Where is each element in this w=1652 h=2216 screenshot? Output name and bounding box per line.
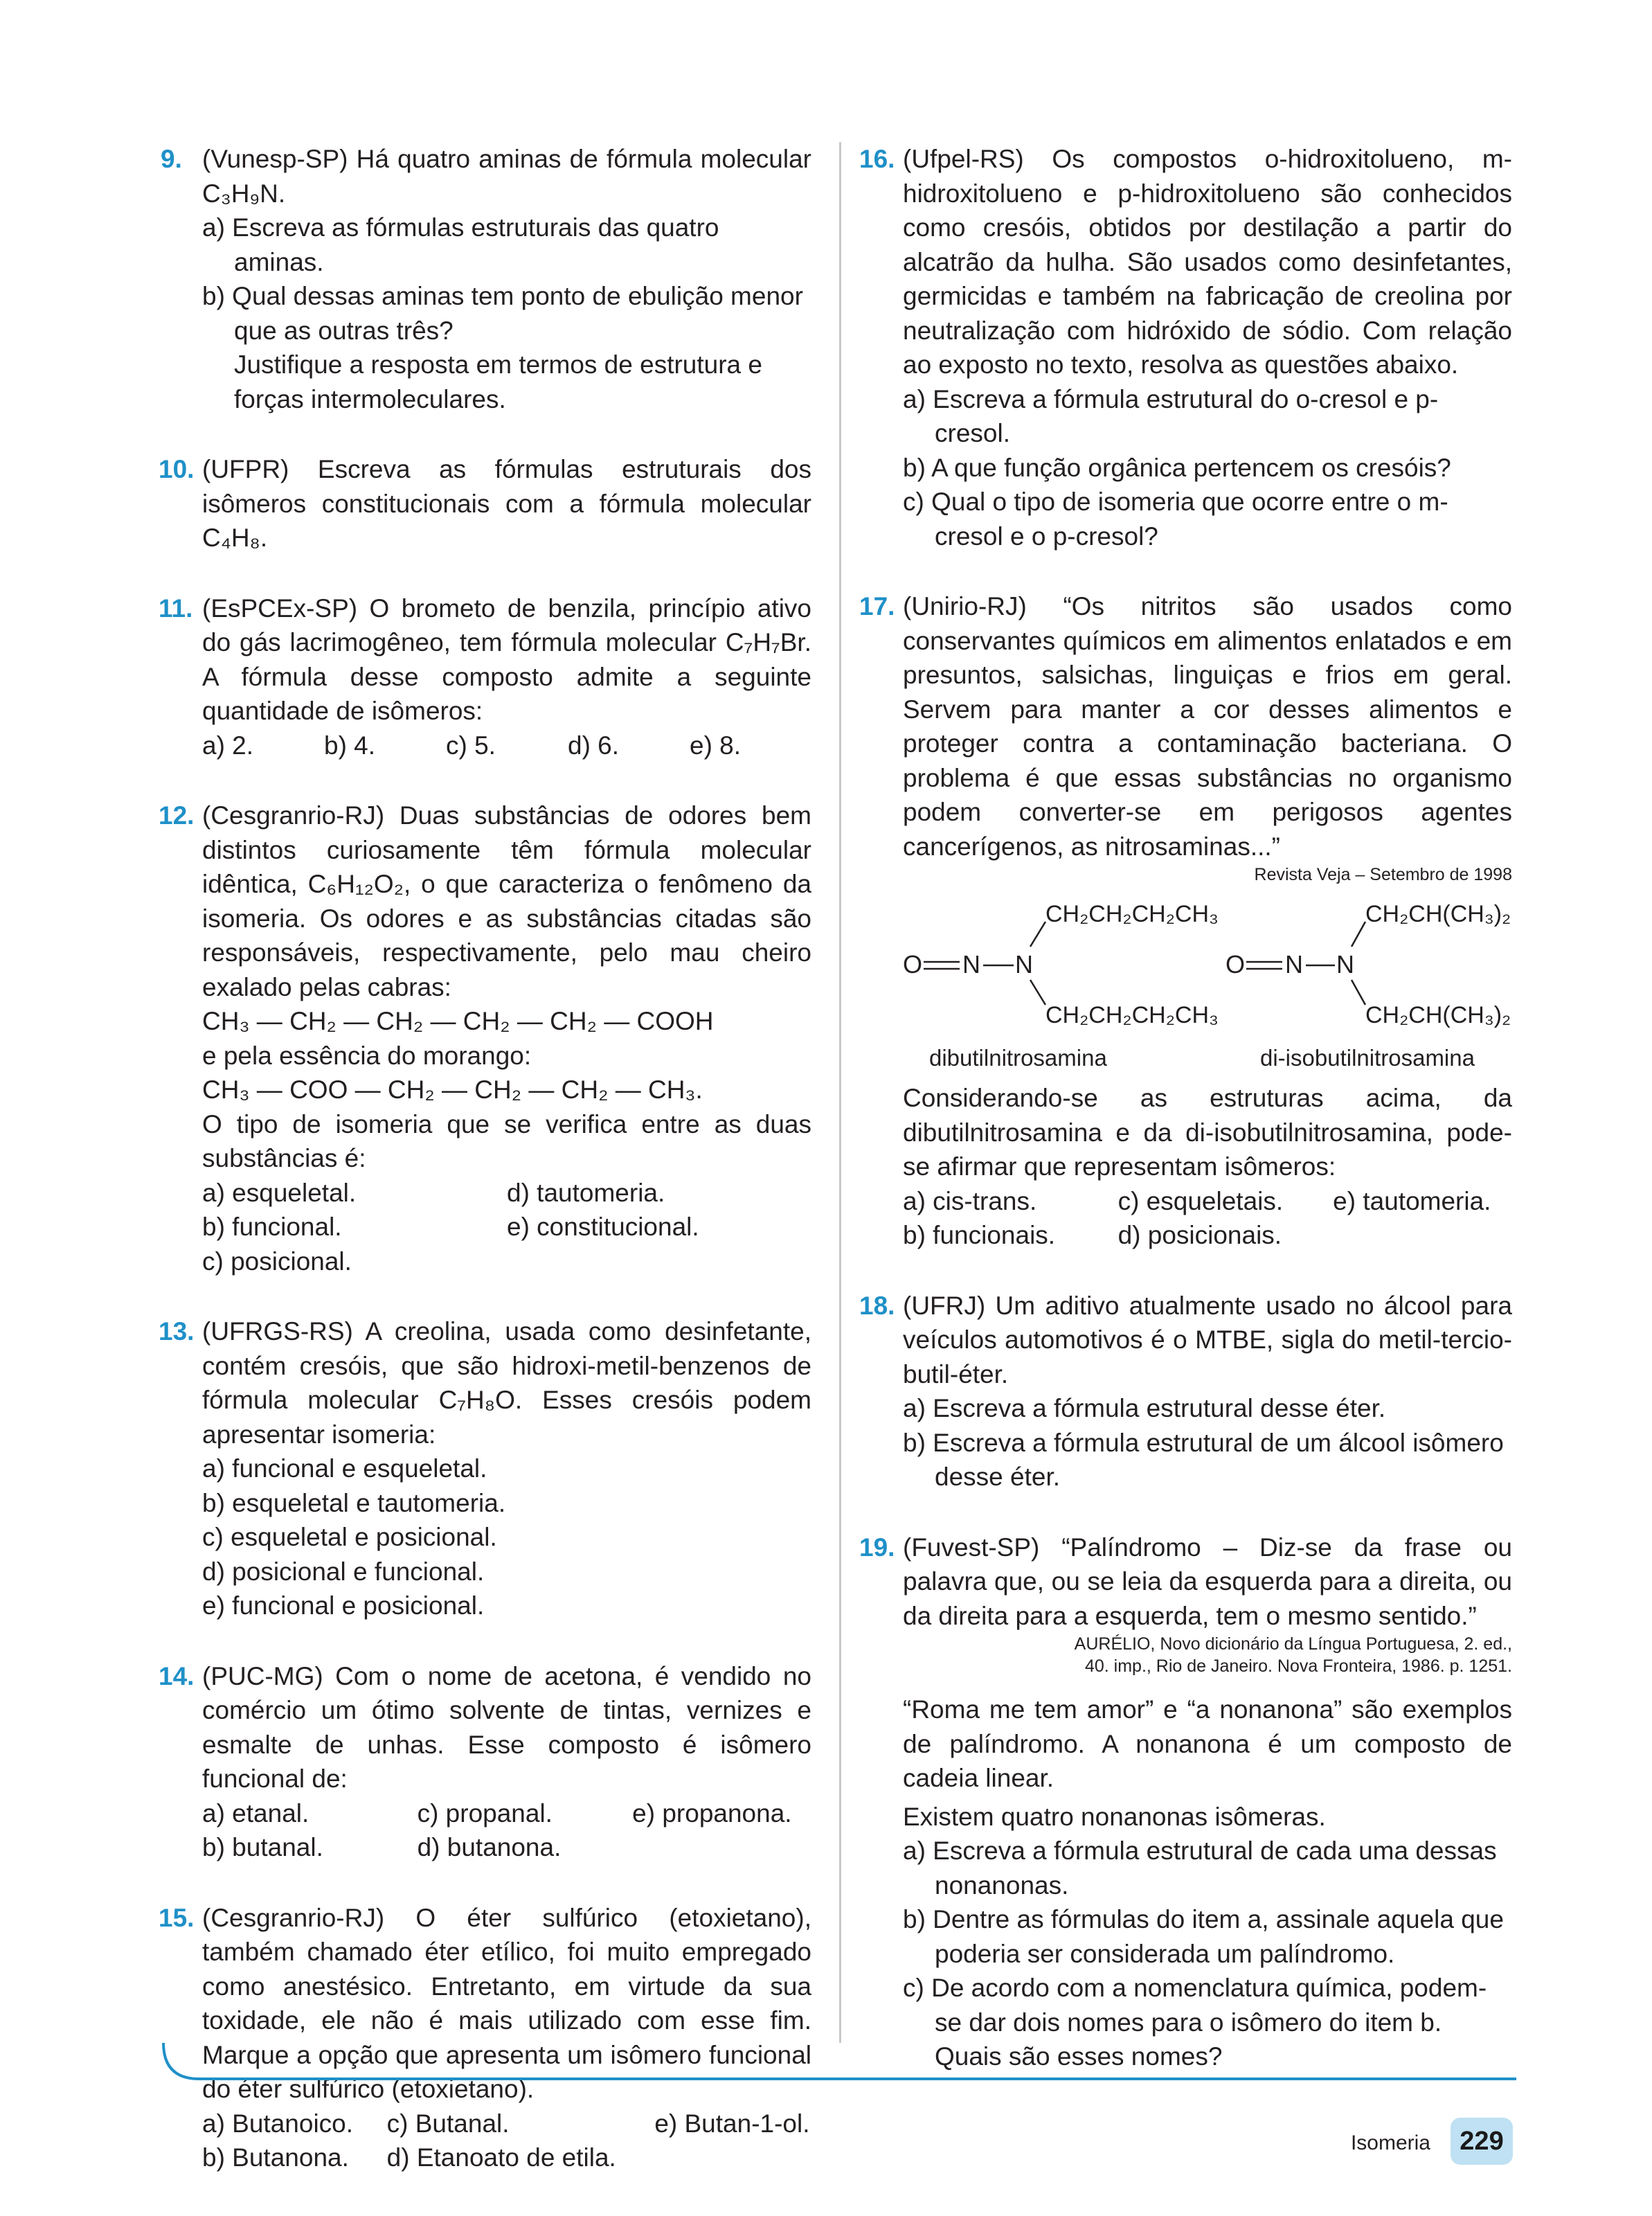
molecule-label: dibutilnitrosamina bbox=[929, 1045, 1107, 1071]
source-citation-line-1: AURÉLIO, Novo dicionário da Língua Portuguesa, 2. ed., bbox=[1074, 1634, 1512, 1654]
question-stem: (UFPR) Escreva as fórmulas estruturais dos isômeros constitucionais com a fórmula molecular C₄H₈. bbox=[202, 455, 811, 552]
question-number: 16. bbox=[859, 145, 895, 173]
option-c[interactable]: c) esqueletal e posicional. bbox=[202, 1523, 497, 1551]
substituent-top: CH₂CH(CH₃)₂ bbox=[1365, 901, 1511, 927]
question-text: Considerando-se as estruturas acima, da dibutilnitrosamina e da di-isobutilnitrosamina, pode-se afirmar que representam isômeros: bbox=[903, 1084, 1512, 1181]
question-number: 12. bbox=[159, 801, 195, 830]
question-10 bbox=[161, 452, 811, 555]
bottom-rule bbox=[161, 2043, 1518, 2084]
option-d[interactable]: d) posicional e funcional. bbox=[202, 1557, 485, 1586]
option-b[interactable]: b) esqueletal e tautomeria. bbox=[202, 1488, 506, 1517]
question-17 bbox=[861, 589, 1512, 1253]
option-empty bbox=[654, 2141, 811, 2175]
substituent-bottom: CH₂CH₂CH₂CH₃ bbox=[1045, 1002, 1219, 1028]
nitrogen-atom: N bbox=[962, 950, 980, 979]
formula-1: CH₃ — CH₂ — CH₂ — CH₂ — CH₂ — COOH bbox=[202, 1007, 714, 1035]
question-stem: (Ufpel-RS) Os compostos o-hidroxitolueno, m-hidroxitolueno e p-hidroxitolueno são conhecidos como cresóis, obtidos por destilação a partir do alcatrão da hulha. São usados como desinfetantes, germicidas e também na fabricação de creolina por neutralização com hidróxido de sódio. Com relação ao exposto no texto, resolva as questões abaixo. bbox=[903, 145, 1512, 379]
question-text: “Roma me tem amor” e “a nonanona” são exemplos de palíndromo. A nonanona é um composto de cadeia linear. bbox=[903, 1695, 1512, 1792]
oxygen-atom: O bbox=[903, 950, 923, 979]
question-text: O tipo de isomeria que se verifica entre as duas substâncias é: bbox=[202, 1109, 811, 1172]
option-a[interactable]: a) Butanoico. bbox=[202, 2109, 354, 2138]
question-9 bbox=[161, 142, 811, 416]
option-empty bbox=[632, 1830, 811, 1865]
right-column bbox=[861, 142, 1512, 2110]
di-isobutilnitrosamina-structure bbox=[1225, 901, 1511, 1071]
option-c[interactable]: c) Butanal. bbox=[386, 2109, 510, 2138]
oxygen-atom: O bbox=[1225, 950, 1246, 979]
substituent-top: CH₂CH₂CH₂CH₃ bbox=[1045, 901, 1219, 927]
option-e[interactable]: e) propanona. bbox=[632, 1798, 792, 1828]
question-number: 9. bbox=[161, 145, 182, 173]
option-b[interactable]: b) funcionais. bbox=[903, 1221, 1056, 1249]
option-b[interactable]: b) Butanona. bbox=[202, 2143, 349, 2172]
option-a[interactable]: a) funcional e esqueletal. bbox=[202, 1454, 487, 1483]
question-number: 17. bbox=[859, 592, 895, 620]
column-divider bbox=[839, 142, 841, 2043]
item-b: b) A que função orgânica pertencem os cresóis? bbox=[903, 453, 1451, 482]
item-a: a) Escreva a fórmula estrutural desse éter. bbox=[903, 1394, 1386, 1422]
molecule-label: di-isobutilnitrosamina bbox=[1260, 1045, 1475, 1071]
bond-line bbox=[1030, 922, 1045, 947]
dibutilnitrosamina-structure bbox=[903, 901, 1219, 1071]
option-e[interactable]: e) Butan-1-ol. bbox=[654, 2109, 810, 2138]
item-b: b) Qual dessas aminas tem ponto de ebulição menor que as outras três? bbox=[202, 282, 803, 345]
nitrosamine-structures bbox=[903, 891, 1512, 1078]
question-text: e pela essência do morango: bbox=[202, 1041, 532, 1070]
question-11 bbox=[161, 591, 811, 763]
question-18 bbox=[861, 1289, 1512, 1494]
nitrogen-atom: N bbox=[1285, 950, 1303, 979]
question-stem: (Fuvest-SP) “Palíndromo – Diz-se da frase ou palavra que, ou se leia da esquerda para a direita, ou da direita para a esquerda, tem o mesmo sentido.” bbox=[903, 1533, 1512, 1630]
question-number: 13. bbox=[159, 1317, 195, 1346]
option-c[interactable]: c) posicional. bbox=[202, 1246, 352, 1276]
question-19 bbox=[861, 1530, 1512, 2074]
option-d[interactable]: d) tautomeria. bbox=[507, 1178, 665, 1207]
option-b[interactable]: b) 4. bbox=[324, 731, 376, 760]
option-d[interactable]: d) butanona. bbox=[417, 1833, 562, 1861]
question-stem: (Cesgranrio-RJ) Duas substâncias de odores bem distintos curiosamente têm fórmula molecular idêntica, C₆H₁₂O₂, o que caracteriza o fenômeno da isomeria. Os odores e as substâncias citadas são responsáveis, respectivamente, pelo mau cheiro exalado pelas cabras: bbox=[202, 801, 811, 1001]
substituent-bottom: CH₂CH(CH₃)₂ bbox=[1365, 1002, 1511, 1028]
option-e[interactable]: e) constitucional. bbox=[507, 1213, 699, 1241]
options bbox=[903, 1184, 1512, 1253]
options bbox=[202, 1176, 811, 1279]
option-empty bbox=[1333, 1218, 1512, 1253]
option-c[interactable]: c) 5. bbox=[446, 731, 496, 760]
nitrogen-atom: N bbox=[1336, 950, 1354, 979]
option-empty bbox=[507, 1244, 811, 1279]
option-d[interactable]: d) 6. bbox=[568, 731, 620, 760]
item-c: c) De acordo com a nomenclatura química, podem-se dar dois nomes para o isômero do item b. Quais são esses nomes? bbox=[903, 1974, 1487, 2071]
option-a[interactable]: a) 2. bbox=[202, 731, 254, 760]
option-c[interactable]: c) esqueletais. bbox=[1117, 1186, 1284, 1215]
formula-2: CH₃ — COO — CH₂ — CH₂ — CH₂ — CH₃. bbox=[202, 1075, 703, 1104]
option-e[interactable]: e) tautomeria. bbox=[1333, 1186, 1491, 1215]
bond-line bbox=[1352, 922, 1365, 947]
option-a[interactable]: a) esqueletal. bbox=[202, 1178, 357, 1207]
question-number: 10. bbox=[159, 455, 195, 483]
question-stem: (UFRGS-RS) A creolina, usada como desinfetante, contém cresóis, que são hidroxi-metil-benzenos de fórmula molecular C₇H₈O. Esses cresóis podem apresentar isomeria: bbox=[202, 1317, 811, 1449]
question-number: 14. bbox=[159, 1661, 195, 1690]
question-12 bbox=[161, 798, 811, 1278]
option-e[interactable]: e) funcional e posicional. bbox=[202, 1591, 485, 1620]
question-stem: (Vunesp-SP) Há quatro aminas de fórmula molecular C₃H₉N. bbox=[202, 145, 811, 208]
left-column bbox=[161, 142, 811, 2211]
options bbox=[202, 1796, 811, 1865]
question-stem: (Cesgranrio-RJ) O éter sulfúrico (etoxietano), também chamado éter etílico, foi muito empregado como anestésico. Entretanto, em virtude da sua toxidade, ele não é mais utilizado com esse fim. Marque a opção que apresenta um isômero funcional do éter sulfúrico (etoxietano). bbox=[202, 1903, 811, 2103]
bottom-rule-line bbox=[163, 2043, 1516, 2079]
item-c: c) Qual o tipo de isomeria que ocorre entre o m-cresol e o p-cresol? bbox=[903, 488, 1448, 551]
option-b[interactable]: b) butanal. bbox=[202, 1833, 323, 1861]
question-14 bbox=[161, 1659, 811, 1865]
question-15 bbox=[161, 1901, 811, 2175]
question-stem: (Unirio-RJ) “Os nitritos são usados como conservantes químicos em alimentos enlatados e em presuntos, salsichas, linguiças e frios em geral. Servem para manter a cor desses alimentos e proteger contra a contaminação bacteriana. O problema é que essas substâncias no organismo podem converter-se em perigosos agentes cancerígenos, as nitrosaminas...” bbox=[903, 592, 1512, 861]
option-b[interactable]: b) funcional. bbox=[202, 1213, 342, 1241]
options bbox=[202, 2107, 811, 2175]
question-text: Existem quatro nonanonas isômeras. bbox=[903, 1802, 1326, 1831]
question-number: 11. bbox=[159, 593, 193, 623]
question-stem: (PUC-MG) Com o nome de acetona, é vendido no comércio um ótimo solvente de tintas, vernizes e esmalte de unhas. Esse composto é isômero funcional de: bbox=[202, 1661, 811, 1793]
question-16 bbox=[861, 142, 1512, 553]
question-13 bbox=[161, 1314, 811, 1623]
item-a: a) Escreva as fórmulas estruturais das quatro aminas. bbox=[202, 213, 719, 276]
item-b: b) Dentre as fórmulas do item a, assinale aquela que poderia ser considerada um palíndromo. bbox=[903, 1905, 1504, 1968]
question-number: 19. bbox=[859, 1533, 895, 1562]
item-b: b) Escreva a fórmula estrutural de um álcool isômero desse éter. bbox=[903, 1428, 1504, 1491]
structure-diagram bbox=[903, 891, 1554, 1078]
question-stem: (UFRJ) Um aditivo atualmente usado no álcool para veículos automotivos é o MTBE, sigla do metil-tercio-butil-éter. bbox=[903, 1291, 1512, 1388]
option-d[interactable]: d) Etanoato de etila. bbox=[386, 2143, 616, 2172]
item-a: a) Escreva a fórmula estrutural do o-cresol e p-cresol. bbox=[903, 384, 1439, 447]
options bbox=[202, 729, 811, 763]
bond-line bbox=[1352, 980, 1365, 1005]
item-b-continuation: Justifique a resposta em termos de estrutura e forças intermoleculares. bbox=[234, 350, 762, 413]
bond-line bbox=[1030, 980, 1045, 1005]
chapter-label: Isomeria bbox=[1350, 2132, 1430, 2154]
question-number: 18. bbox=[859, 1291, 895, 1320]
option-d[interactable]: d) posicionais. bbox=[1117, 1221, 1282, 1249]
option-c[interactable]: c) propanal. bbox=[417, 1798, 553, 1828]
nitrogen-atom: N bbox=[1015, 950, 1033, 979]
item-a: a) Escreva a fórmula estrutural de cada uma dessas nonanonas. bbox=[903, 1837, 1497, 1900]
question-stem: (EsPCEx-SP) O brometo de benzila, princípio ativo do gás lacrimogêneo, tem fórmula molecular C₇H₇Br. A fórmula desse composto admite a seguinte quantidade de isômeros: bbox=[202, 593, 811, 725]
question-number: 15. bbox=[159, 1903, 195, 1932]
option-e[interactable]: e) 8. bbox=[690, 731, 742, 760]
source-citation: Revista Veja – Setembro de 1998 bbox=[1254, 865, 1512, 884]
page-number-badge: 229 bbox=[1451, 2118, 1513, 2165]
option-a[interactable]: a) cis-trans. bbox=[903, 1186, 1037, 1215]
source-citation-line-2: 40. imp., Rio de Janeiro. Nova Fronteira, 1986. p. 1251. bbox=[1084, 1656, 1512, 1676]
option-a[interactable]: a) etanal. bbox=[202, 1798, 309, 1828]
